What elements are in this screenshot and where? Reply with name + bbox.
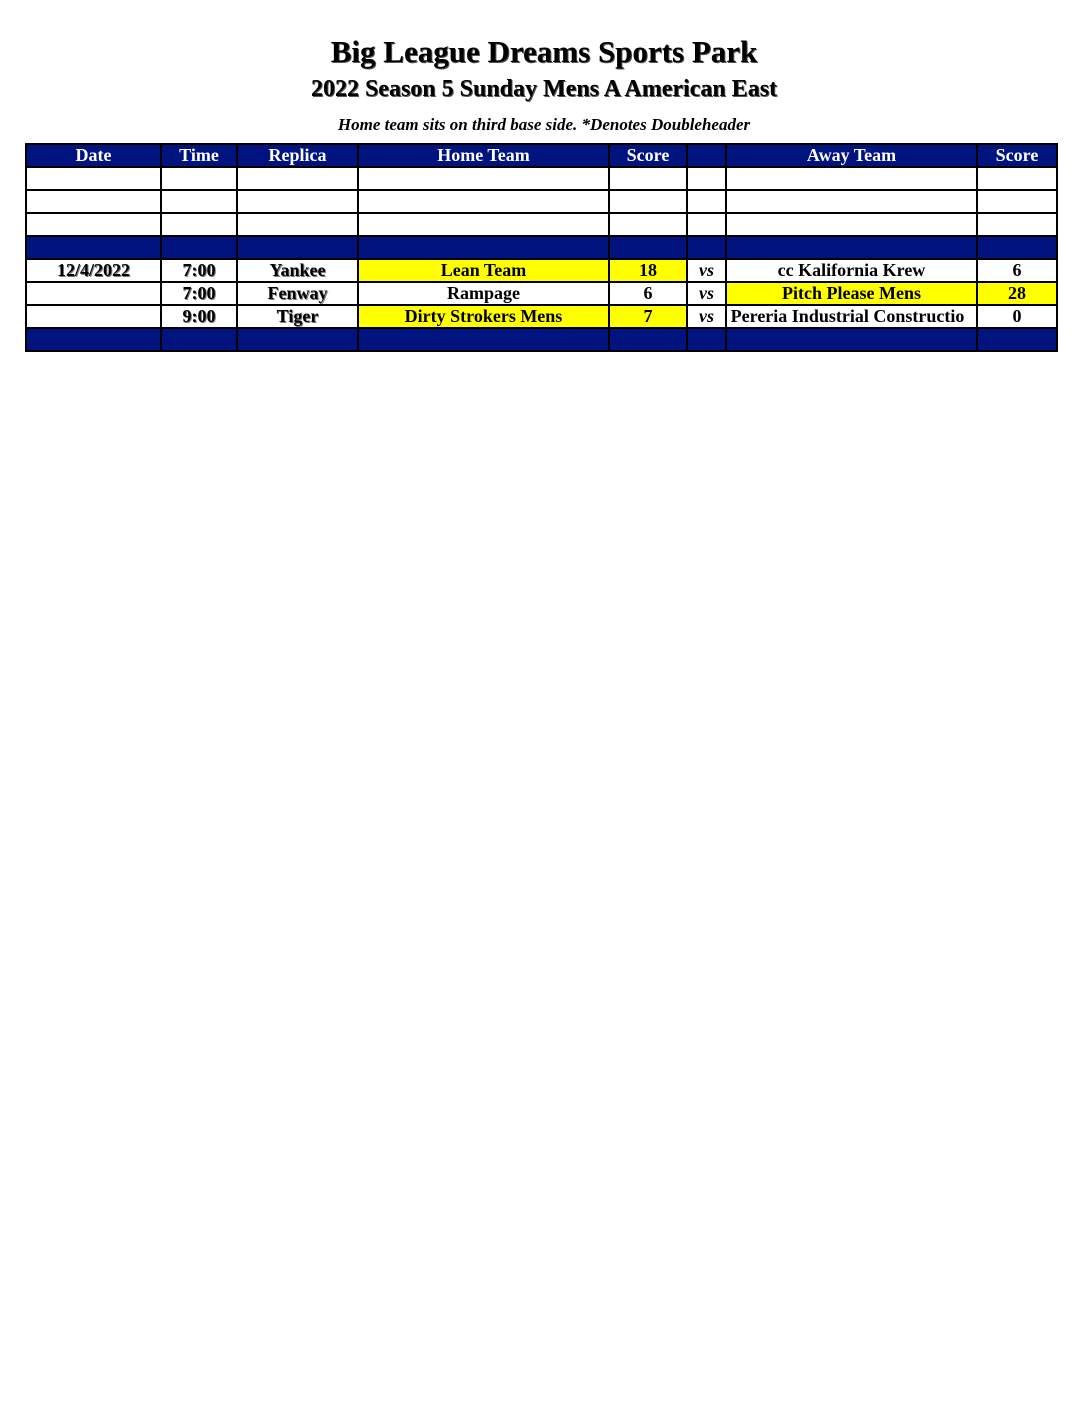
vs-label: vs (687, 305, 726, 328)
table-row (26, 305, 1057, 328)
header-note: Home team sits on third base side. *Denotes Doubleheader (337, 115, 751, 134)
page-subtitle: 2022 Season 5 Sunday Mens A American East (310, 76, 778, 102)
col-header-date: Date (26, 144, 161, 167)
away-team: Pereria Industrial Constructio (726, 305, 977, 328)
away-team: cc Kalifornia Krew (726, 259, 977, 282)
col-header-replica: Replica (237, 144, 358, 167)
col-header-away-team: Away Team (726, 144, 977, 167)
col-header-home-team: Home Team (358, 144, 609, 167)
home-score: 7 (609, 305, 687, 328)
home-score: 6 (609, 282, 687, 305)
away-score: 6 (977, 259, 1057, 282)
game-time: 7:00 (161, 282, 237, 305)
empty-row (26, 213, 1057, 236)
separator-band (26, 328, 1057, 351)
table-row (26, 282, 1057, 305)
col-header-vs (687, 144, 726, 167)
home-team: Rampage (358, 282, 609, 305)
vs-label: vs (687, 259, 726, 282)
away-score: 28 (977, 282, 1057, 305)
separator-band (26, 236, 1057, 259)
game-replica: Fenway (237, 282, 358, 305)
table-header-row (26, 144, 1057, 167)
page-title: Big League Dreams Sports Park (330, 34, 758, 69)
game-date (26, 305, 161, 328)
home-team: Dirty Strokers Mens (358, 305, 609, 328)
vs-label: vs (687, 282, 726, 305)
game-replica: Yankee (237, 259, 358, 282)
game-date: 12/4/2022 (26, 259, 161, 282)
empty-row (26, 167, 1057, 190)
away-score: 0 (977, 305, 1057, 328)
game-time: 9:00 (161, 305, 237, 328)
table-row (26, 259, 1057, 282)
home-team: Lean Team (358, 259, 609, 282)
home-score: 18 (609, 259, 687, 282)
game-replica: Tiger (237, 305, 358, 328)
game-time: 7:00 (161, 259, 237, 282)
col-header-time: Time (161, 144, 237, 167)
empty-row (26, 190, 1057, 213)
schedule-table (25, 143, 1058, 352)
away-team: Pitch Please Mens (726, 282, 977, 305)
col-header-home-score: Score (609, 144, 687, 167)
col-header-away-score: Score (977, 144, 1057, 167)
game-date (26, 282, 161, 305)
